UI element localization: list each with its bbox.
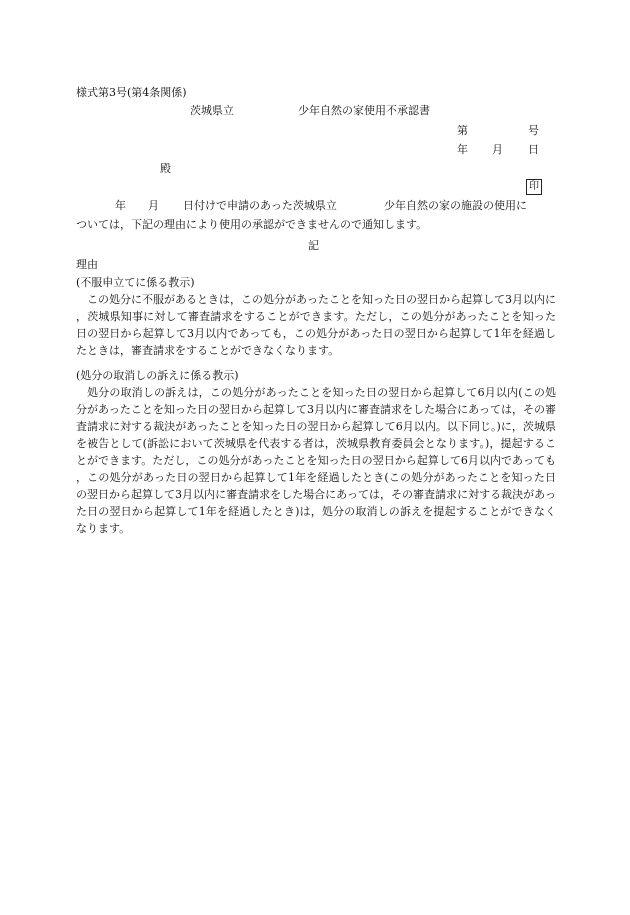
notice-year: 年 [115,199,126,212]
date-day: 日 [528,143,539,156]
title-prefix: 茨城県立 [190,104,234,117]
notice-month: 月 [148,199,159,212]
number-dai: 第 [457,124,468,137]
lawsuit-section [76,367,556,537]
lawsuit-heading: (処分の取消しの訴えに係る教示) [76,369,239,382]
notice-line2: ついては，下記の理由により使用の承認ができませんので通知します。 [76,218,428,231]
reason-label: 理由 [76,258,98,271]
number-go: 号 [528,124,539,137]
notice-line1-tail: 少年自然の家の施設の使用に [384,199,527,212]
addressee-suffix: 殿 [160,162,171,175]
form-number: 様式第3号(第4条関係) [76,86,187,99]
title-suffix: 少年自然の家使用不承認書 [298,104,430,117]
lawsuit-body: 処分の取消しの訴えは，この処分があったことを知った日の翌日から起算して6月以内(この処分があったことを知った日の翌日から起算して3月以内に審査請求をした場合にあっては，その審査請求に対する裁決があったことを知った日の翌日から起算して6月以内。以下同じ。)に，茨城県を被告として(訴訟において茨城県を代表する者は，茨城県教育委員会となります。)，提起することができます。ただし，この処分があったことを知った日の翌日から起算して6月以内であっても，この処分があった日の翌日から起算して1年を経過したとき(この処分があったことを知った日の翌日から起算して3月以内に審査請求をした場合にあっては，その審査請求に対する裁決があった日の翌日から起算して1年を経過したとき)は，処分の取消しの訴えを提起することができなくなります。 [76,386,556,535]
date-year: 年 [457,143,468,156]
date-month: 月 [492,143,503,156]
ki-heading: 記 [308,239,319,252]
appeal-body: この処分に不服があるときは，この処分があったことを知った日の翌日から起算して3月以内に，茨城県知事に対して審査請求をすることができます。ただし，この処分があったことを知った日の翌日から起算して3月以内であっても，この処分があった日の翌日から起算して1年を経過したときは，審査請求をすることができなくなります。 [76,293,556,357]
appeal-section [76,274,556,359]
seal-mark: 印 [526,179,542,195]
appeal-heading: (不服申立てに係る教示) [76,276,195,289]
notice-line1: 日付けで申請のあった茨城県立 [183,199,337,212]
